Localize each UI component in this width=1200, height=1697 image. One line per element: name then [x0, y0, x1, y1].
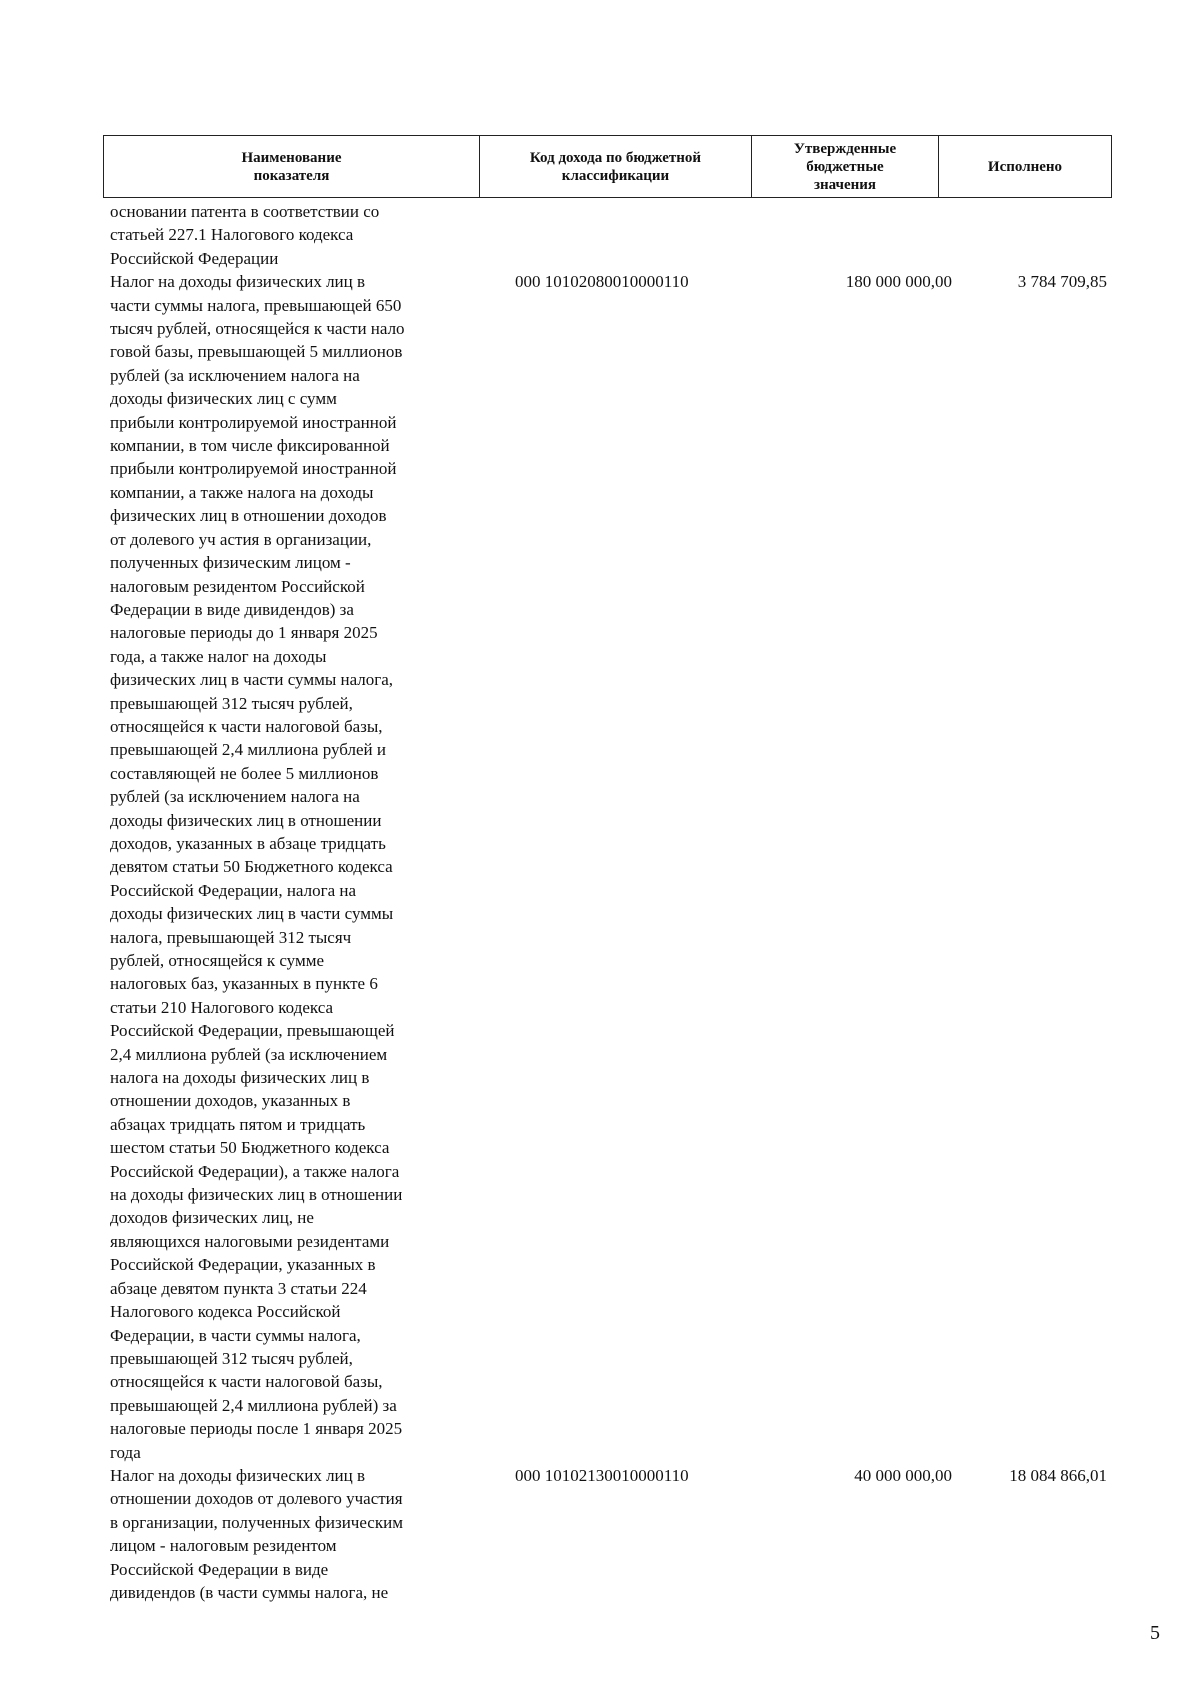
header-executed-label: Исполнено — [987, 158, 1063, 175]
row-name-cell: Налог на доходы физических лиц в части суммы налога, превышающей 650 тысяч рублей, относящейся к части нало говой базы, превышающей 5 миллионов рублей (за исключением налога на доходы физических лиц с сумм прибыли контролируемой иностранной компании, в том числе фиксированной прибыли контролируемой иностранной компании, а также налога на доходы физических лиц в отношении доходов от долевого уч астия в организации, полученных физическим лицом - налоговым резидентом Российской Федерации в виде дивидендов) за налоговые периоды до 1 января 2025 года, а также налог на доходы физических лиц в части суммы налога, превышающей 312 тысяч рублей, относящейся к части налоговой базы, превышающей 2,4 миллиона рублей и составляющей не более 5 миллионов рублей (за исключением налога на доходы физических лиц в отношении доходов, указанных в абзаце тридцать девятом статьи 50 Бюджетного кодекса Российской Федерации, налога на доходы физических лиц в части суммы налога, превышающей 312 тысяч рублей, относящейся к сумме налоговых баз, указанных в пункте 6 статьи 210 Налогового кодекса Российской Федерации, превышающей 2,4 миллиона рублей (за исключением налога на доходы физических лиц в отношении доходов, указанных в абзацах тридцать пятом и тридцать шестом статьи 50 Бюджетного кодекса Российской Федерации), а также налога на доходы физических лиц в отношении доходов физических лиц, не являющихся налоговыми резидентами Российской Федерации, указанных в абзаце девятом пункта 3 статьи 224 Налогового кодекса Российской Федерации, в части суммы налога, превышающей 312 тысяч рублей, относящейся к части налоговой базы, превышающей 2,4 миллиона рублей) за налоговые периоды после 1 января 2025 года — [110, 272, 405, 1462]
header-code-line-2: классификации — [561, 167, 670, 184]
header-name-column — [104, 136, 479, 197]
header-executed-column — [938, 136, 1111, 197]
row-code-cell: 000 10102130010000110 — [515, 1465, 689, 1485]
row-code-cell: 000 10102080010000110 — [515, 272, 689, 292]
row-executed-cell: 18 084 866,01 — [1009, 1465, 1107, 1485]
row-approved-cell — [760, 200, 970, 270]
table-body — [110, 200, 1112, 1604]
table-header — [103, 135, 1112, 198]
header-name-line-2: показателя — [253, 167, 330, 184]
row-name-cell: основании патента в соответствии со статьей 227.1 Налогового кодекса Российской Федерации — [110, 202, 380, 268]
row-approved-cell: 40 000 000,00 — [854, 1465, 952, 1485]
row-executed-cell — [970, 200, 1112, 270]
header-approved-line-3: значения — [813, 176, 877, 193]
row-code-cell — [470, 200, 760, 270]
header-code-line-1: Код дохода по бюджетной — [529, 149, 702, 166]
row-name-cell: Налог на доходы физических лиц в отношении доходов от долевого участия в организации, полученных физическим лицом - налоговым резидентом Российской Федерации в виде дивидендов (в части суммы налога, не — [110, 1465, 403, 1602]
header-approved-line-2: бюджетные — [806, 158, 884, 175]
page-number: 5 — [1150, 1622, 1160, 1644]
table-row — [110, 200, 1112, 270]
header-code-column — [479, 136, 751, 197]
header-name-line-1: Наименование — [241, 149, 342, 166]
row-executed-cell: 3 784 709,85 — [1017, 272, 1107, 292]
header-approved-line-1: Утвержденные — [793, 140, 897, 157]
table-row — [110, 1464, 1112, 1604]
header-approved-column — [751, 136, 938, 197]
row-approved-cell: 180 000 000,00 — [845, 272, 952, 292]
table-row — [110, 270, 1112, 1464]
